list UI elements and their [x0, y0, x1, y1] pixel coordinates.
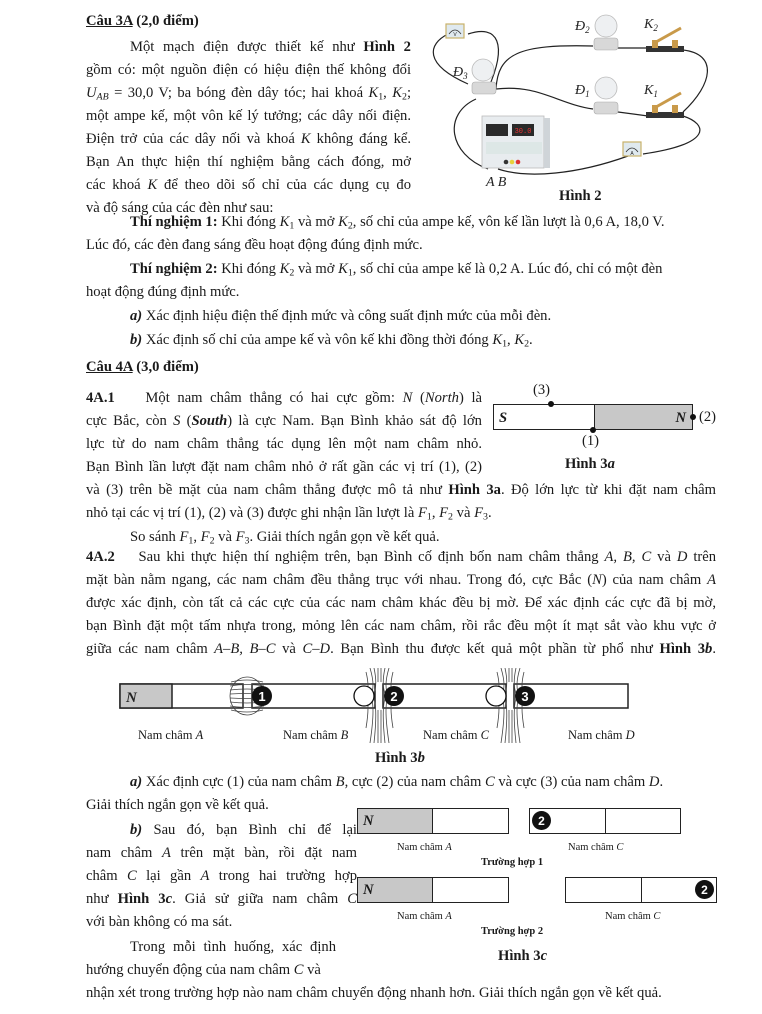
question-points: (2,0 điểm) — [132, 13, 199, 29]
experiment-1-line-2: Lúc đó, các đèn đang sáng đều hoạt động đúng định mức. — [86, 237, 423, 253]
voltmeter-icon — [446, 24, 464, 38]
case1-caption: Trường hợp 1 — [481, 857, 544, 868]
svg-text:2: 2 — [390, 689, 398, 704]
svg-text:Đ1: $Đ_1$ — [575, 83, 590, 99]
power-supply-icon — [482, 116, 550, 168]
p42-final-line-2: hướng chuyển động của nam châm C và — [86, 962, 321, 978]
circuit-diagram — [428, 4, 728, 204]
p42-line-4: bạn Bình đặt một tấm nhựa trong, mỏng lên các nam châm, rồi rắc đều một ít mạt sắt vào khu vực ở — [86, 618, 716, 634]
p41-line-2: cực Bắc, còn S (South) là cực Nam. Bạn Bình khảo sát độ lớn — [86, 413, 482, 429]
figure-3b-caption: Hình 3b — [375, 750, 425, 766]
q3-intro-line-5: Điện trở của các dây nối và khoá K không đáng kể. — [86, 131, 411, 147]
p42-part-b-line-3: châm C lại gần A trong hai trường hợp — [86, 868, 357, 884]
figure-3b — [100, 668, 700, 768]
svg-text:30.0: 30.0 — [514, 128, 532, 136]
p42-line-3: được xác định, còn tất cả các cực của các nam châm khác đều bị mờ. Để xác định các cực đã bị mờ, — [86, 595, 716, 611]
case2-label-a: Nam châm A — [397, 911, 452, 922]
p42-line-2: mặt bàn nằm ngang, các nam châm đều thẳng trục với nhau. Trong đó, cực Bắc (N) của nam châm A — [86, 572, 716, 588]
p42-part-a-line-2: Giải thích ngắn gọn về kết quả. — [86, 797, 269, 813]
case2-pole-marker-2: 2 — [695, 880, 714, 899]
q3-intro-line-1: Một mạch điện được thiết kế như Hình 2 — [130, 39, 411, 55]
q3-part-a: a) Xác định hiệu điện thế định mức và công suất định mức của mỗi đèn. — [130, 308, 552, 324]
position-2-dot — [690, 414, 696, 420]
label-magnet-b: Nam châm B — [283, 728, 349, 742]
p42-line-5: giữa các nam châm A–B, B–C và C–D. Bạn Bình thu được kết quả một phần từ phổ như Hình 3b. — [86, 641, 716, 657]
p41-line-4: Bạn Bình lần lượt đặt nam châm nhỏ ở rất gần các vị trí (1), (2) — [86, 459, 482, 475]
figure-2-caption: Hình 2 — [559, 188, 602, 204]
svg-text:3: 3 — [521, 689, 529, 704]
svg-text:K1: $K_1$ — [644, 83, 658, 99]
position-3-label: (3) — [533, 382, 551, 398]
unknown-pole-b-right — [354, 686, 374, 706]
unknown-pole-c-right — [486, 686, 506, 706]
p42-line-1: 4A.2 Sau khi thực hiện thí nghiệm trên, bạn Bình cố định bốn nam châm thẳng A, B, C và D trên — [86, 549, 717, 565]
label-magnet-d: Nam châm D — [568, 728, 635, 742]
figure-3a — [490, 382, 730, 477]
q3-intro-line-2: gồm có: một nguồn điện có hiệu điện thế không đổi — [86, 62, 411, 78]
position-1-label: (1) — [582, 433, 600, 449]
svg-text:N: N — [126, 690, 137, 706]
case1-label-a: Nam châm A — [397, 842, 452, 853]
case2-magnet-c — [565, 877, 717, 903]
p42-part-b-line-5: với bàn không có ma sát. — [86, 914, 233, 930]
q3-part-b: b) Xác định số chỉ của ampe kế và vôn kế khi đồng thời đóng $K_1$, $K_2$. — [130, 332, 533, 350]
svg-text:V: V — [453, 32, 457, 38]
case2-caption: Trường hợp 2 — [481, 926, 544, 937]
p42-part-b-line-1: b) Sau đó, bạn Bình chỉ để lại — [130, 822, 357, 838]
experiment-2-line-2: hoạt động đúng định mức. — [86, 284, 240, 300]
case2-north-label: N — [363, 882, 374, 898]
p42-part-b-line-4: như Hình 3c. Giả sử giữa nam châm C — [86, 891, 358, 907]
svg-text:K2: $K_2$ — [644, 17, 658, 33]
svg-text:Đ3: $Đ_3$ — [453, 65, 468, 81]
figure-3a-caption: Hình 3a — [565, 456, 615, 472]
p41-compare: So sánh $F_1$, $F_2$ và $F_3$. Giải thích ngắn gọn về kết quả. — [130, 529, 440, 547]
experiment-1-line-1: Thí nghiệm 1: Khi đóng $K_1$ và mở $K_2$, số chỉ của ampe kế, vôn kế lần lượt là 0,6 A, 18,0 V. — [130, 214, 665, 232]
p42-final-line-3: nhận xét trong trường hợp nào nam châm chuyển động nhanh hơn. Giải thích ngắn gọn về kết quả. — [86, 985, 662, 1001]
svg-text:Đ2: $Đ_2$ — [575, 19, 590, 35]
label-magnet-a: Nam châm A — [138, 728, 204, 742]
q3-intro-line-6: Bạn An thực hiện thí nghiệm bằng cách đóng, mở — [86, 154, 411, 170]
south-pole-label: S — [499, 410, 508, 426]
case2-magnet-a — [357, 877, 509, 903]
position-2-label: (2) — [699, 409, 717, 425]
p41-line-5: và (3) trên bề mặt của nam châm thẳng được mô tả như Hình 3a. Độ lớn lực từ khi đặt nam châm — [86, 482, 716, 498]
case1-pole-marker-2: 2 — [532, 811, 551, 830]
question-3a-heading — [86, 14, 199, 29]
q3-intro-line-3: $U_{AB} = 30,0$ V; ba bóng đèn dây tóc; hai khoá $K_1$, $K_2$; — [86, 85, 411, 103]
q3-intro-line-4: một ampe kế, một vôn kế lý tưởng; các dây nối điện. — [86, 108, 411, 124]
lamp-d3-icon — [472, 59, 496, 94]
case1-magnet-a — [357, 808, 509, 834]
position-3-dot — [548, 401, 554, 407]
ammeter-icon — [623, 142, 641, 157]
p41-line-3: lực từ do nam châm thẳng tác dụng lên một nam châm nhỏ. — [86, 436, 482, 452]
figure-3c-caption: Hình 3c — [498, 948, 548, 964]
svg-text:1: 1 — [258, 689, 266, 704]
terminals-label: A B — [486, 175, 507, 190]
p41-line-1: 4A.1 Một nam châm thẳng có hai cực gồm: N (North) là — [86, 390, 482, 406]
question-number: Câu 3A — [86, 13, 133, 29]
question-4a-heading — [86, 360, 199, 375]
q3-intro-line-7: các khoá K để theo dõi số chỉ của các dụng cụ đo — [86, 177, 411, 193]
case1-label-c: Nam châm C — [568, 842, 624, 853]
question-points: (3,0 điểm) — [132, 359, 199, 375]
case1-magnet-c — [529, 808, 681, 834]
lamp-d1-icon — [594, 77, 618, 114]
p41-line-6: nhỏ tại các vị trí (1), (2) và (3) được ghi nhận lần lượt là $F_1$, $F_2$ và $F_3$. — [86, 505, 492, 523]
case2-label-c: Nam châm C — [605, 911, 661, 922]
north-pole-label: N — [675, 410, 686, 426]
p42-part-b-line-2: nam châm A trên mặt bàn, rồi đặt nam — [86, 845, 357, 861]
question-number: Câu 4A — [86, 359, 133, 375]
label-magnet-c: Nam châm C — [423, 728, 489, 742]
lamp-d2-icon — [594, 15, 618, 50]
figure-3c — [355, 805, 735, 965]
svg-text:A: A — [630, 151, 634, 157]
p42-final-line-1: Trong mỗi tình huống, xác định — [130, 939, 336, 955]
figure-2-circuit — [428, 4, 728, 204]
experiment-2-line-1: Thí nghiệm 2: Khi đóng $K_2$ và mở $K_1$, số chỉ của ampe kế là 0,2 A. Lúc đó, chỉ có một đèn — [130, 261, 663, 279]
p42-part-a: a) Xác định cực (1) của nam châm B, cực (2) của nam châm C và cực (3) của nam châm D. — [130, 774, 664, 790]
q3-intro-line-8: và độ sáng của các đèn như sau: — [86, 200, 274, 216]
case1-north-label: N — [363, 813, 374, 829]
